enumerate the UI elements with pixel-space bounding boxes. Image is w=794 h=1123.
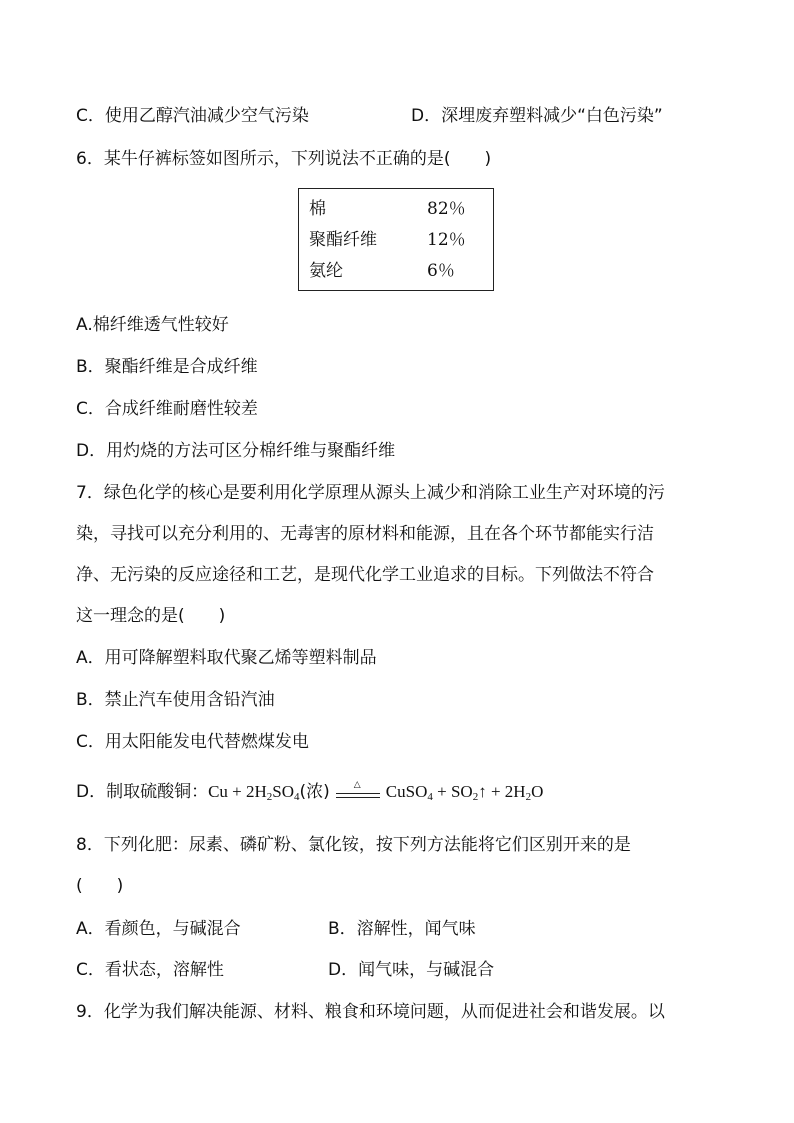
q8-option-b: B．溶解性，闻气味	[328, 919, 476, 939]
label-percent: 6％	[427, 261, 455, 281]
q7-stem-line-3: 净、无污染的反应途径和工艺，是现代化学工业追求的目标。下列做法不符合	[76, 565, 654, 585]
eq-subscript: 2	[266, 791, 273, 803]
q7-stem-line-2: 染，寻找可以充分利用的、无毒害的原材料和能源，且在各个环节都能实行洁	[76, 524, 654, 544]
q8-stem-line-1: 8．下列化肥：尿素、磷矿粉、氯化铵，按下列方法能将它们区别开来的是	[76, 835, 631, 855]
q5-option-c: C．使用乙醇汽油减少空气污染	[76, 106, 309, 126]
q8-option-d: D．闻气味，与碱混合	[328, 960, 495, 980]
q6-option-c: C．合成纤维耐磨性较差	[76, 399, 258, 419]
eq-text: ↑ + 2H	[478, 782, 526, 801]
q8-option-c: C．看状态，溶解性	[76, 960, 224, 980]
eq-text: CuSO	[385, 782, 428, 801]
q7-option-b: B．禁止汽车使用含铅汽油	[76, 690, 275, 710]
eq-text: O	[531, 782, 544, 801]
q7-option-a: A．用可降解塑料取代聚乙烯等塑料制品	[76, 648, 377, 668]
eq-subscript: 4	[427, 791, 433, 803]
label-percent: 12％	[427, 230, 466, 250]
q7-stem-line-4: 这一理念的是( )	[76, 606, 226, 626]
q8-stem-line-2: ( )	[76, 876, 124, 896]
label-material: 氨纶	[309, 261, 343, 281]
reaction-products	[386, 782, 544, 801]
q7-option-c: C．用太阳能发电代替燃煤发电	[76, 732, 309, 752]
jeans-label-table	[298, 188, 494, 291]
q7-option-d	[76, 780, 543, 809]
heat-symbol: △	[353, 780, 361, 790]
q5-option-d: D．深埋废弃塑料减少“白色污染”	[411, 106, 663, 126]
q9-stem-line-1: 9．化学为我们解决能源、材料、粮食和环境问题，从而促进社会和谐发展。以	[76, 1002, 665, 1022]
q7-stem-line-1: 7．绿色化学的核心是要利用化学原理从源头上减少和消除工业生产对环境的污	[76, 483, 665, 503]
q6-stem: 6．某牛仔裤标签如图所示，下列说法不正确的是( )	[76, 149, 492, 169]
label-material: 聚酯纤维	[309, 230, 377, 250]
q7-option-d-prefix: D．制取硫酸铜：	[76, 782, 209, 802]
eq-subscript: 2	[525, 791, 532, 803]
q6-option-b: B．聚酯纤维是合成纤维	[76, 357, 258, 377]
eq-text: Cu + 2H	[208, 782, 267, 801]
eq-condition: (浓)	[299, 782, 330, 802]
q8-option-a: A．看颜色，与碱混合	[76, 919, 241, 939]
label-percent: 82％	[427, 199, 466, 219]
label-material: 棉	[309, 199, 326, 219]
q6-option-a: A.棉纤维透气性较好	[76, 315, 229, 335]
heat-reaction-sign	[334, 780, 382, 804]
q6-option-d: D．用灼烧的方法可区分棉纤维与聚酯纤维	[76, 441, 396, 461]
eq-text: + SO	[432, 782, 473, 801]
eq-subscript: 2	[472, 791, 479, 803]
eq-text: SO	[272, 782, 295, 801]
eq-subscript: 4	[294, 791, 300, 803]
reaction-equation	[208, 782, 299, 801]
